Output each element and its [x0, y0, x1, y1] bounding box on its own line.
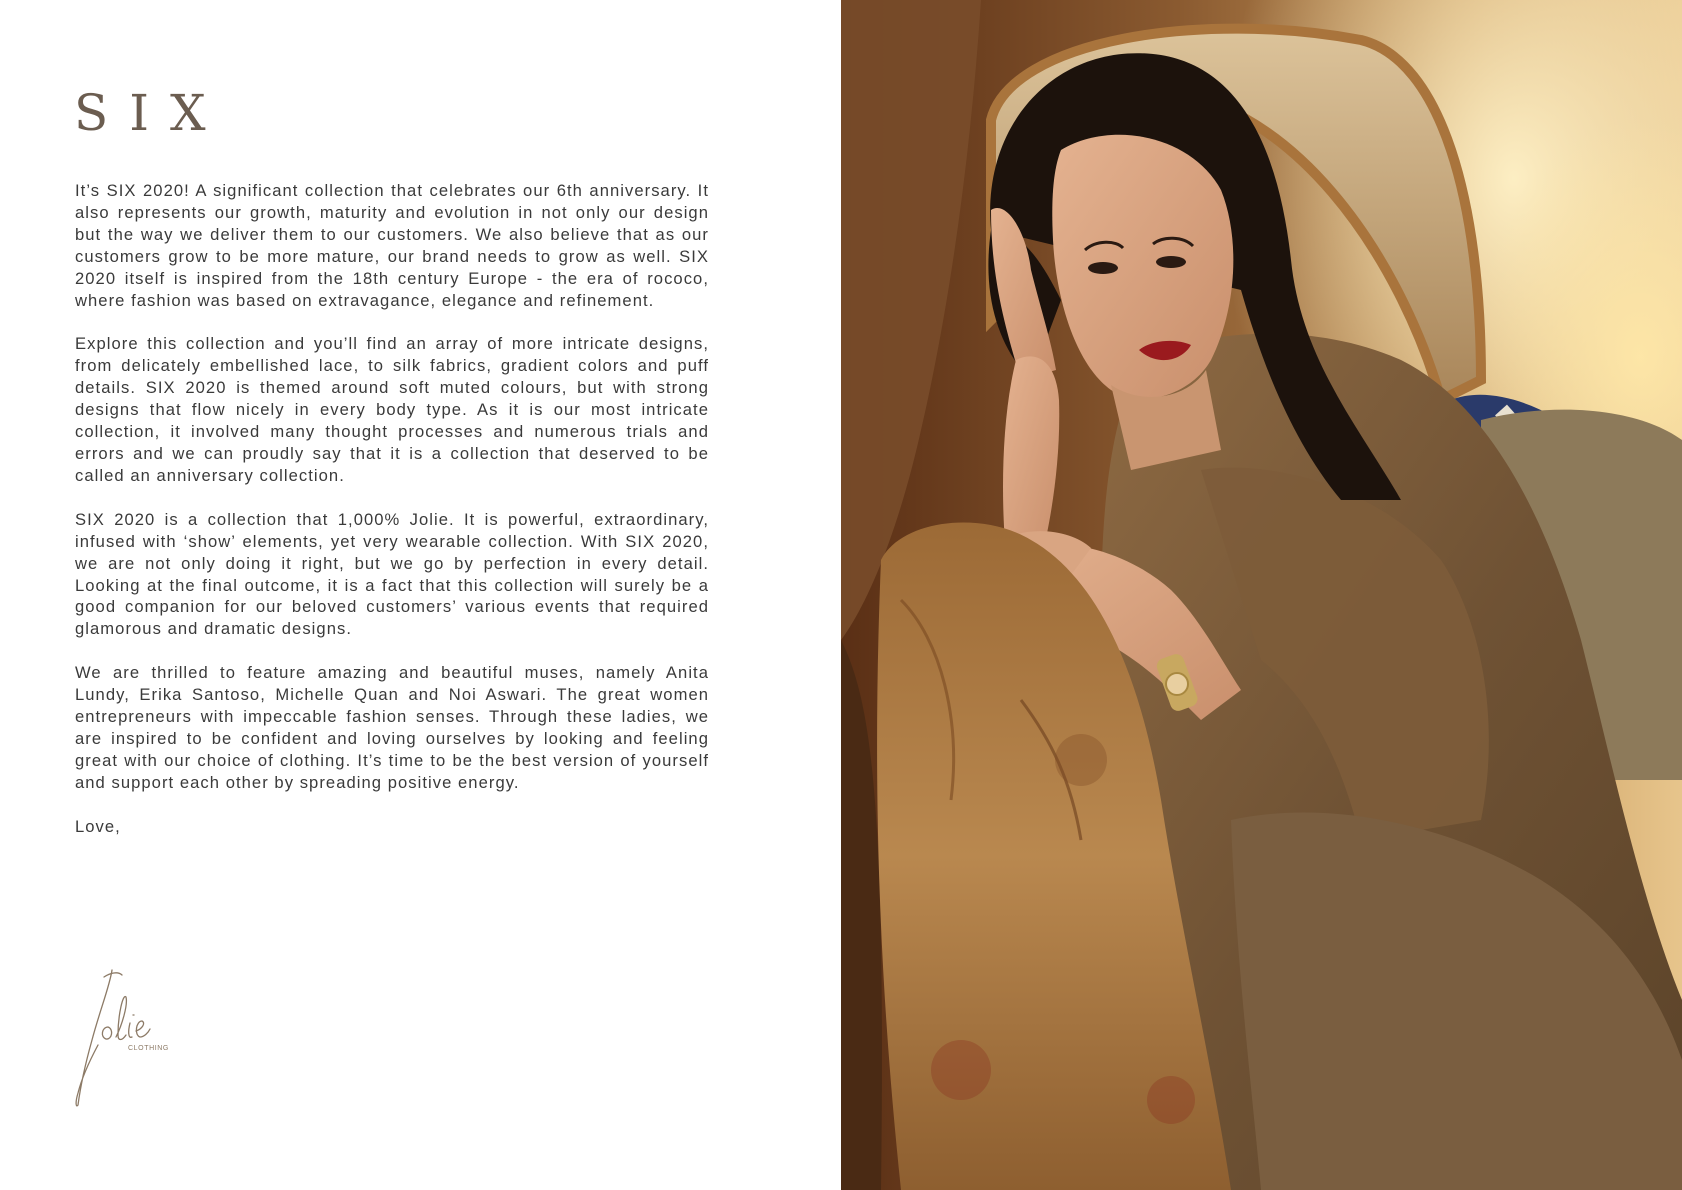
photo-page [841, 0, 1682, 1190]
paragraph-4: We are thrilled to feature amazing and beautiful muses, namely Anita Lundy, Erika Santoso, Michelle Quan and Noi Aswari. The great women entrepreneurs with impeccable fashion senses. Through these ladies, we are inspired to be confident and loving ourselves by looking and feeling great with our choice of clothing. It’s time to be the best version of yourself and support each other by spreading positive energy. [75, 663, 709, 792]
paragraph-1: It’s SIX 2020! A significant collection that celebrates our 6th anniversary. It also represents our growth, maturity and evolution in not only our design but the way we deliver them to our customers. We also believe that as our customers grow to be more mature, our brand needs to grow as well. SIX 2020 itself is inspired from the 18th century Europe - the era of rococo, where fashion was based on extravagance, elegance and refinement. [75, 181, 709, 310]
paragraph-3: SIX 2020 is a collection that 1,000% Jolie. It is powerful, extraordinary, infused with ‘show’ elements, yet very wearable collection. With SIX 2020, we are not only doing it right, but we go by perfection in every detail. Looking at the final outcome, it is a fact that this collection will surely be a good companion for our beloved customers’ various events that required glamorous and dramatic designs. [75, 509, 709, 639]
signature-subtext: CLOTHING [128, 1045, 169, 1052]
paragraph-2: Explore this collection and you’ll find an array of more intricate designs, from delicately embellished lace, to silk fabrics, gradient colors and puff details. SIX 2020 is themed around soft muted colours, but with strong designs that flow nicely in every body type. As it is our most intricate collection, it involved many thought processes and numerous trials and errors and we can proudly say that it is a collection that deserved to be called an anniversary collection. [75, 334, 709, 485]
jolie-clothing-signature-logo [70, 965, 200, 1110]
model-portrait-photo [841, 0, 1682, 1190]
page-title: SIX [74, 84, 227, 142]
signoff: Love, [75, 816, 121, 836]
article-body [75, 180, 709, 860]
